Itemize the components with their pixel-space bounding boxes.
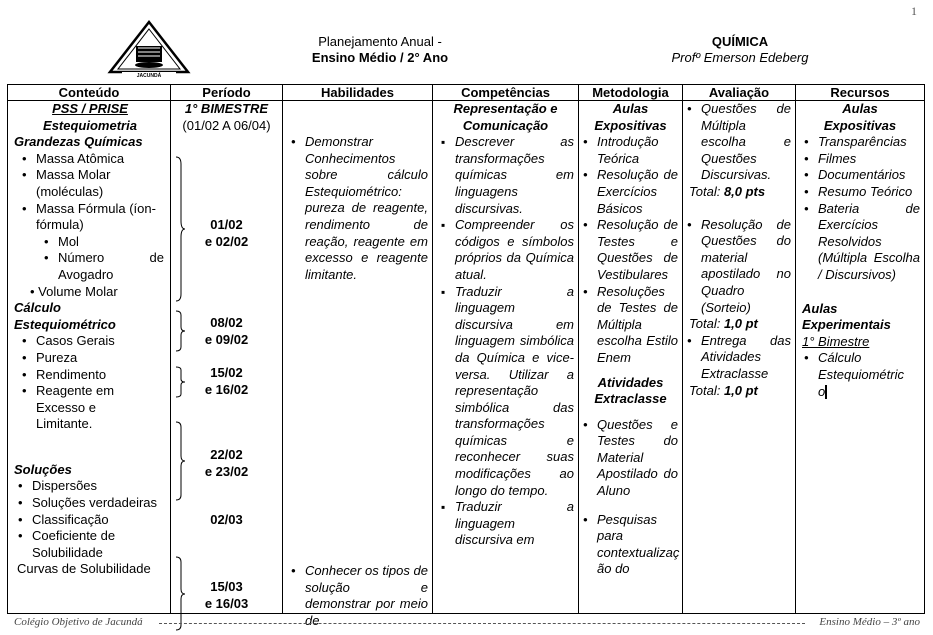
- col-competencias: Competências: [433, 85, 579, 101]
- list-item: • Resolução de Exercícios Básicos: [597, 167, 678, 217]
- list-item: • Documentários: [818, 167, 920, 184]
- cell-recursos: [796, 101, 925, 614]
- list-item: • Transparências: [818, 134, 920, 151]
- list-avaliacao-3: [701, 333, 791, 383]
- metodologia-title2-2: Extraclasse: [594, 391, 667, 407]
- competencias-title-1: Representação e: [453, 101, 558, 116]
- plan-title: Planejamento Anual -: [318, 34, 442, 49]
- date-5: 02/03: [210, 512, 243, 527]
- list-item: • Demonstrar Conhecimentos sobre cálculo Estequiométrico: pureza de reagente, rendimento de reação, reagente em excesso e reagente limitante.: [305, 134, 428, 283]
- school-logo: [108, 20, 190, 78]
- cell-avaliacao: [683, 101, 796, 614]
- section-solucoes: Soluções: [14, 461, 72, 477]
- list-item: • Rendimento: [36, 367, 166, 384]
- date-2a: 08/02: [210, 315, 243, 330]
- col-periodo: Período: [171, 85, 283, 101]
- avaliacao-total-1: Total: 8,0 pts: [689, 183, 766, 199]
- list-grandezas: [36, 151, 166, 234]
- list-item: • Resumo Teórico: [818, 184, 920, 201]
- list-item: • Resoluções de Testes de Múltipla escolha Estilo Enem: [597, 284, 678, 367]
- page-number: 1: [911, 4, 917, 18]
- col-avaliacao: Avaliação: [683, 85, 796, 101]
- bimestre-range: (01/02 A 06/04): [182, 117, 271, 133]
- bimestre-label: 1° BIMESTRE: [184, 101, 269, 116]
- list-item: • Introdução Teórica: [597, 134, 678, 167]
- cell-competencias: [433, 101, 579, 614]
- section-calculo-2: Estequiométrico: [14, 316, 116, 332]
- cell-habilidades: [283, 101, 433, 628]
- list-item: ▪ Compreender os códigos e símbolos próprios da Química atual.: [455, 217, 574, 283]
- date-6b: e 16/03: [204, 596, 249, 611]
- footer-left: Colégio Objetivo de Jacundá: [14, 616, 143, 628]
- list-avaliacao-2: [701, 217, 791, 317]
- list-calculo: [36, 333, 166, 433]
- list-item: • Filmes: [818, 151, 920, 168]
- section-calculo-1: Cálculo: [14, 300, 61, 316]
- table-header-row: [8, 85, 925, 101]
- competencias-title-2: Comunicação: [462, 117, 549, 133]
- metodologia-title-1: Aulas: [612, 101, 649, 116]
- avaliacao-total-3: Total: 1,0 pt: [689, 382, 758, 398]
- list-item: ▪ Traduzir a linguagem discursiva em: [455, 499, 574, 549]
- list-recursos: [818, 134, 920, 283]
- cell-conteudo: [8, 101, 171, 614]
- avaliacao-total-2: Total: 1,0 pt: [689, 316, 758, 332]
- list-extraclasse: [597, 417, 678, 578]
- teacher-name: Profº Emerson Edeberg: [671, 50, 809, 65]
- list-metodologia: [597, 134, 678, 366]
- list-experimentais: [818, 350, 920, 400]
- curvas-solubilidade: Curvas de Solubilidade: [17, 561, 151, 577]
- list-item: • Entrega das Atividades Extraclasse: [701, 333, 791, 383]
- list-item: • Pesquisas para contextualizaç ão do: [597, 512, 678, 578]
- volume-molar: • Volume Molar: [30, 283, 118, 299]
- recursos-title-2: Expositivas: [823, 117, 897, 133]
- col-habilidades: Habilidades: [283, 85, 433, 101]
- list-item: ▪ Descrever as transformações químicas em linguagens discursivas.: [455, 134, 574, 217]
- date-4a: 22/02: [210, 447, 243, 462]
- section-estequiometria: Estequiometria: [43, 117, 137, 133]
- list-mol: [58, 234, 166, 284]
- list-item: • Coeficiente de Solubilidade: [32, 528, 166, 561]
- list-solucoes: [32, 478, 166, 561]
- list-avaliacao-1: [701, 101, 791, 184]
- conteudo-title: PSS / PRISE: [52, 101, 128, 116]
- list-item: • Dispersões: [32, 478, 166, 495]
- col-recursos: Recursos: [796, 85, 925, 101]
- list-habilidades-1: [305, 134, 428, 283]
- list-item: ▪ Traduzir a linguagem discursiva em linguagem simbólica da Química e vice-versa. Utilizar a representação simbólica das transformações químicas e reconhecer suas modificações ao longo do tempo.: [455, 284, 574, 500]
- date-3b: e 16/02: [204, 382, 249, 397]
- list-item: • Questões de Múltipla escolha e Questões Discursivas.: [701, 101, 791, 184]
- plan-header: [300, 34, 460, 66]
- section-grandezas: Grandezas Químicas: [14, 134, 143, 150]
- page-footer: [14, 616, 920, 632]
- list-item: • Soluções verdadeiras: [32, 495, 166, 512]
- table-row: [8, 101, 925, 614]
- recursos-title-1: Aulas: [842, 101, 878, 116]
- col-metodologia: Metodologia: [579, 85, 683, 101]
- list-item: • Casos Gerais: [36, 333, 166, 350]
- list-item: • Cálculo Estequiométric o: [818, 350, 914, 400]
- date-6a: 15/03: [210, 579, 243, 594]
- list-competencias: [455, 134, 574, 549]
- cell-metodologia: [579, 101, 683, 614]
- metodologia-title-2: Expositivas: [594, 117, 667, 133]
- footer-rule: [159, 623, 805, 624]
- recursos-bimestre: 1° Bimestre: [802, 333, 870, 349]
- footer-right: Ensino Médio – 3º ano: [819, 616, 920, 628]
- recursos-title2-1: Aulas: [802, 300, 838, 316]
- date-1a: 01/02: [210, 217, 243, 232]
- list-item: • Massa Molar (moléculas): [36, 167, 166, 200]
- metodologia-title2-1: Atividades: [597, 374, 664, 390]
- list-item: • Questões e Testes do Material Apostilado do Aluno: [597, 417, 678, 500]
- svg-text:JACUNDÁ: JACUNDÁ: [136, 73, 162, 79]
- date-3a: 15/02: [210, 365, 243, 380]
- col-conteudo: Conteúdo: [8, 85, 171, 101]
- cell-periodo: [171, 101, 283, 614]
- date-2b: e 09/02: [204, 332, 249, 347]
- list-item: • Número de Avogadro: [58, 250, 166, 283]
- list-item: • Massa Atômica: [36, 151, 166, 168]
- date-4b: e 23/02: [204, 464, 249, 479]
- list-item: • Pureza: [36, 350, 166, 367]
- list-item: • Reagente em Excesso e Limitante.: [36, 383, 126, 433]
- subject-title: QUÍMICA: [711, 34, 769, 49]
- plan-grade: Ensino Médio / 2° Ano: [311, 50, 449, 65]
- recursos-title2-2: Experimentais: [802, 317, 891, 333]
- list-item: • Bateria de Exercícios Resolvidos (Múltipla Escolha / Discursivos): [818, 201, 920, 284]
- list-item: • Conhecer os tipos de solução e demonstrar por meio de: [305, 563, 428, 629]
- list-item: • Resolução de Questões do material apostilado no Quadro (Sorteio): [701, 217, 791, 317]
- subject-header: [640, 34, 840, 66]
- list-item: • Massa Fórmula (íon-fórmula): [36, 201, 166, 234]
- date-1b: e 02/02: [204, 234, 249, 249]
- list-item: • Resolução de Testes e Questões de Vestibulares: [597, 217, 678, 283]
- list-item: • Mol: [58, 234, 166, 251]
- text-cursor: [825, 385, 827, 399]
- list-item: • Classificação: [32, 512, 166, 529]
